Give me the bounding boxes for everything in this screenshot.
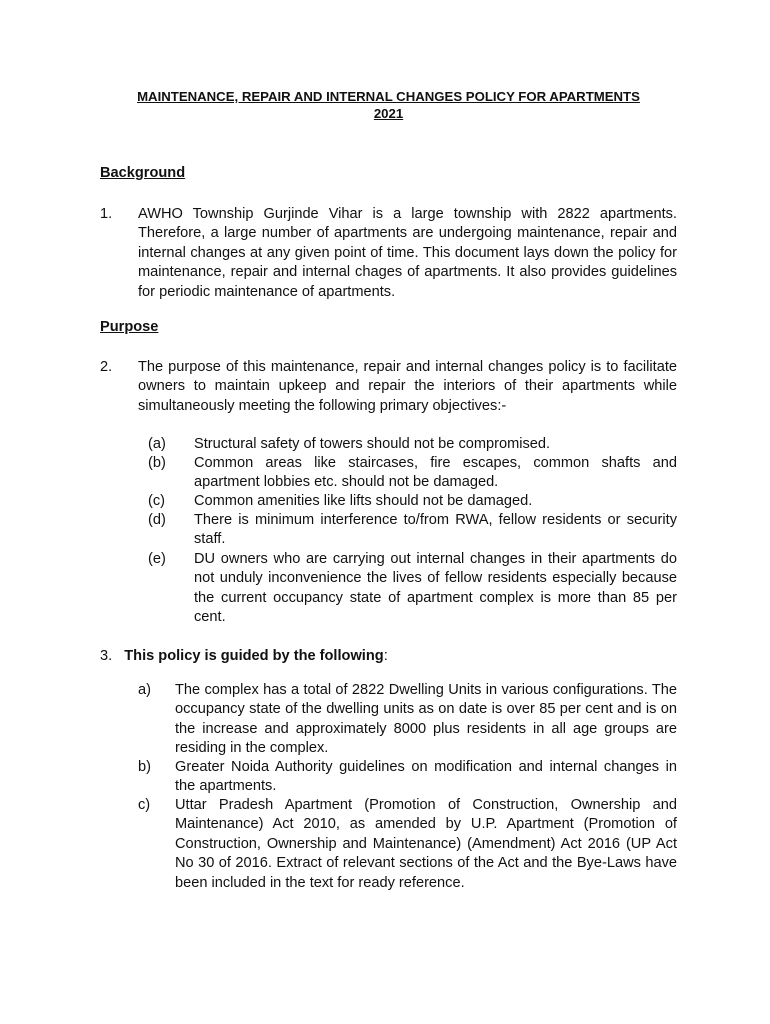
- paragraph-2: [100, 358, 677, 416]
- guided-item-text: The complex has a total of 2822 Dwelling Units in various configurations. The occupancy state of the dwelling units as on date is over 85 per cent and is on the increase and approximately 8000 plus residents in all age groups are residing in the complex.: [175, 682, 677, 757]
- document-title: [100, 88, 677, 122]
- objective-item: [148, 511, 677, 550]
- paragraph-number: 1.: [100, 206, 113, 222]
- guided-item-text: Greater Noida Authority guidelines on modification and internal changes in the apartments.: [175, 759, 677, 795]
- objective-label: (c): [148, 493, 166, 509]
- guided-item: [138, 758, 677, 797]
- paragraph-text: AWHO Township Gurjinde Vihar is a large township with 2822 apartments. Therefore, a large number of apartments are undergoing maintenance, repair and internal changes at any given point of time. This document lays down the policy for maintenance, repair and internal chages of apartments. It also provides guidelines for periodic maintenance of apartments.: [138, 206, 677, 300]
- paragraph-text: The purpose of this maintenance, repair and internal changes policy is to facilitate owners to maintain upkeep and repair the interiors of their apartments while simultaneously meeting the following primary objectives:-: [138, 359, 677, 414]
- objective-text: DU owners who are carrying out internal changes in their apartments do not unduly inconvenience the lives of fellow residents especially because the current occupancy state of apartment complex is more than 85 per cent.: [194, 551, 677, 626]
- objective-label: (b): [148, 455, 166, 471]
- objective-item: [148, 492, 677, 511]
- guided-item: [138, 681, 677, 759]
- guided-item-label: c): [138, 797, 151, 813]
- objective-label: (a): [148, 436, 166, 452]
- objective-text: Structural safety of towers should not be compromised.: [194, 436, 551, 452]
- background-heading: Background: [100, 165, 186, 181]
- objective-item: [148, 454, 677, 493]
- paragraph-3-heading: [100, 647, 388, 666]
- objective-item: [148, 435, 677, 454]
- objective-text: Common amenities like lifts should not be damaged.: [194, 493, 533, 509]
- paragraph-1: [100, 205, 677, 302]
- guided-item-label: a): [138, 682, 151, 698]
- guided-heading-colon: :: [383, 648, 388, 664]
- objective-text: There is minimum interference to/from RWA, fellow residents or security staff.: [194, 512, 677, 548]
- objective-item: [148, 550, 677, 628]
- paragraph-number: 2.: [100, 359, 113, 375]
- guided-item-label: b): [138, 759, 151, 775]
- title-line-2: 2021: [373, 106, 404, 121]
- guided-item-text: Uttar Pradesh Apartment (Promotion of Construction, Ownership and Maintenance) Act 2010, as amended by U.P. Apartment (Promotion of Construction, Ownership and Maintenance) (Amendment) Act 2016 (UP Act No 30 of 2016. Extract of relevant sections of the Act and the Bye-Laws have been included in the text for ready reference.: [175, 797, 677, 891]
- guided-heading: This policy is guided by the following: [124, 648, 384, 664]
- paragraph-number: 3.: [100, 648, 113, 664]
- title-line-1: MAINTENANCE, REPAIR AND INTERNAL CHANGES POLICY FOR APARTMENTS: [137, 89, 640, 104]
- objective-label: (e): [148, 551, 166, 567]
- objective-text: Common areas like staircases, fire escapes, common shafts and apartment lobbies etc. should not be damaged.: [194, 455, 677, 491]
- guided-item: [138, 796, 677, 893]
- purpose-heading: Purpose: [100, 319, 159, 335]
- objective-label: (d): [148, 512, 166, 528]
